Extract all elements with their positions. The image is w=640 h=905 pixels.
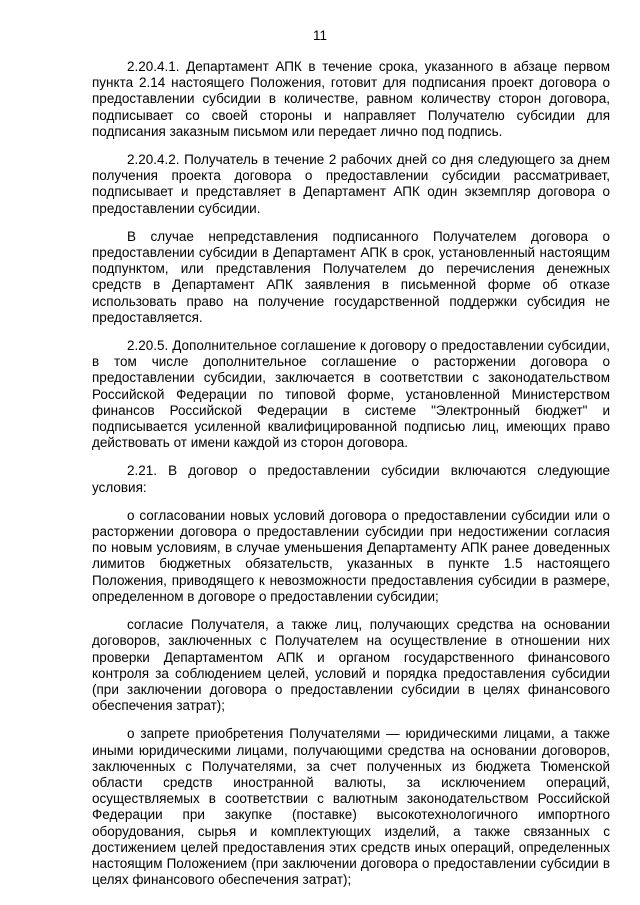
paragraph-2-20-5: 2.20.5. Дополнительное соглашение к договору о предоставлении субсидии, в том числе дополнительное соглашение о расторжении договора о предоставлении субсидии, заключается в соответствии с законодательством Российской Федерации по типовой форме, установленной Министерством финансов Российской Федерации в системе "Электронный бюджет" и подписывается усиленной квалифицированной подписью лиц, имеющих право действовать от имени каждой из сторон договора.: [92, 338, 610, 451]
paragraph-2-20-4-1: 2.20.4.1. Департамент АПК в течение срока, указанного в абзаце первом пункта 2.14 настоящего Положения, готовит для подписания проект договора о предоставлении субсидии в количестве, равном количеству сторон договора, подписывает со своей стороны и направляет Получателю субсидии для подписания заказным письмом или передает лично под подпись.: [92, 59, 610, 139]
paragraph-nonsubmission: В случае непредставления подписанного Получателем договора о предоставлении субсидии в Департамент АПК в срок, установленный настоящим подпунктом, или представления Получателем до перечисления денежных средств в Департамент АПК заявления в письменной форме об отказе использовать право на получение государственной поддержки субсидия не предоставляется.: [92, 228, 610, 325]
paragraph-2-20-4-2: 2.20.4.2. Получатель в течение 2 рабочих дней со дня следующего за днем получения проекта договора о предоставлении субсидии рассматривает, подписывает и представляет в Департамент АПК один экземпляр договора о предоставлении субсидии.: [92, 152, 610, 216]
document-body: [92, 59, 610, 900]
paragraph-condition-consent: согласие Получателя, а также лиц, получающих средства на основании договоров, заключенных с Получателем на осуществление в отношении них проверки Департаментом АПК и органом государственного финансового контроля за соблюдением целей, условий и порядка предоставления субсидии (при заключении договора о предоставлении субсидии в целях финансового обеспечения затрат);: [92, 617, 610, 714]
paragraph-condition-currency-ban: о запрете приобретения Получателями — юридическими лицами, а также иными юридическими лицами, получающими средства на основании договоров, заключенных с Получателями, за счет полученных из бюджета Тюменской области средств иностранной валюты, за исключением операций, осуществляемых в соответствии с валютным законодательством Российской Федерации при закупке (поставке) высокотехнологичного импортного оборудования, сырья и комплектующих изделий, а также связанных с достижением целей предоставления этих средств иных операций, определенных настоящим Положением (при заключении договора о предоставлении субсидии в целях финансового обеспечения затрат);: [92, 726, 610, 888]
page-number: 11: [312, 28, 327, 43]
paragraph-2-21: 2.21. В договор о предоставлении субсидии включаются следующие условия:: [92, 463, 610, 495]
paragraph-condition-new-terms: о согласовании новых условий договора о предоставлении субсидии или о расторжении договора о предоставлении субсидии при недостижении согласия по новым условиям, в случае уменьшения Департаменту АПК ранее доведенных лимитов бюджетных обязательств, указанных в пункте 1.5 настоящего Положения, приводящего к невозможности предоставления субсидии в размере, определенном в договоре о предоставлении субсидии;: [92, 507, 610, 604]
